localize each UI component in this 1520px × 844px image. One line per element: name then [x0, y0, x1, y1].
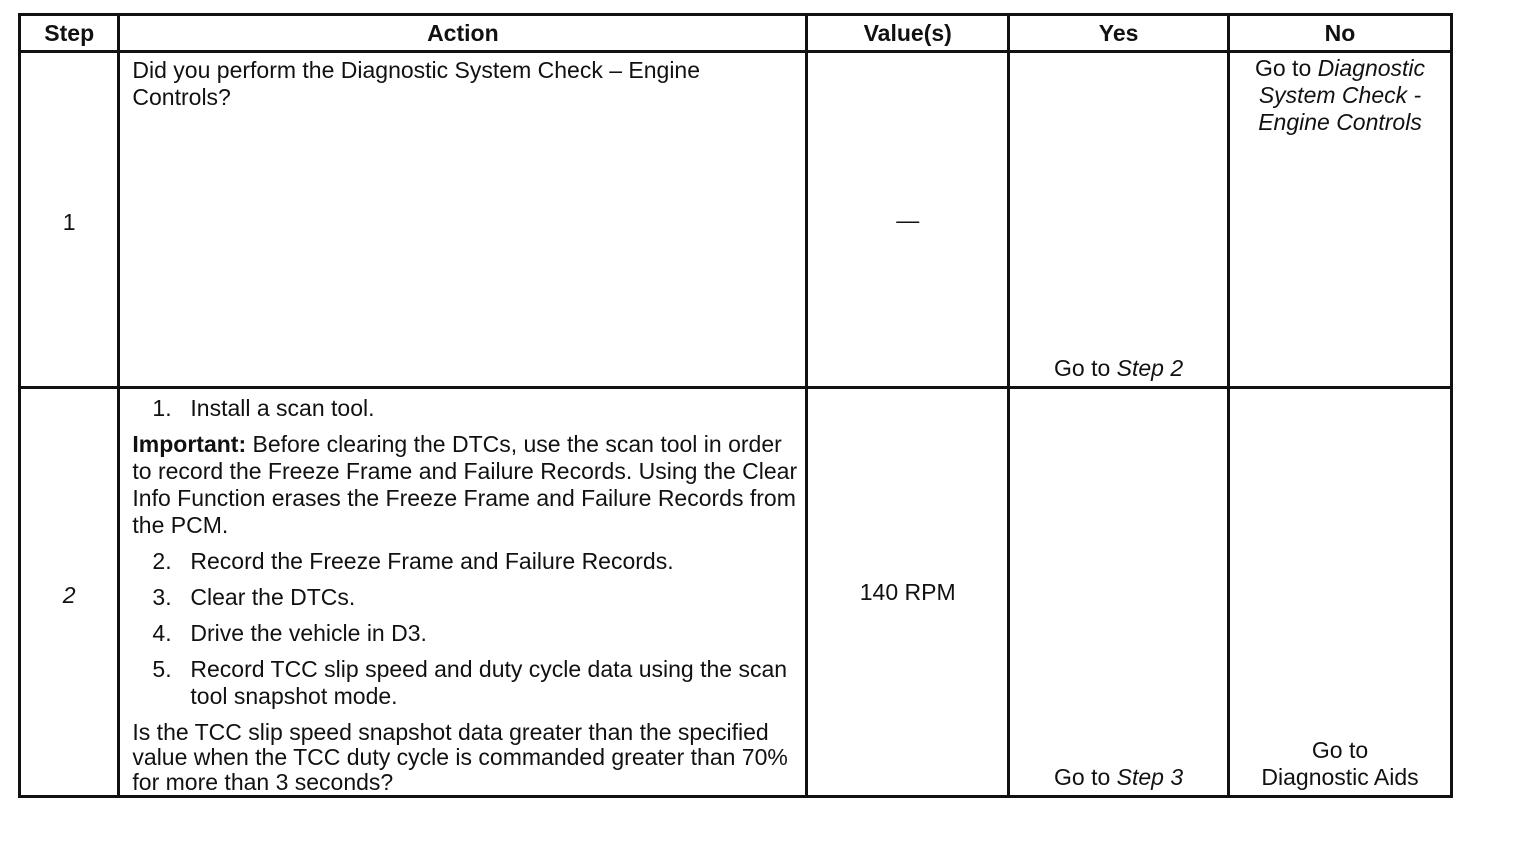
- value-text: —: [896, 207, 920, 233]
- step-number: 1: [62, 209, 76, 235]
- header-action: Action: [119, 15, 807, 52]
- yes-result: Go to Step 3: [1054, 764, 1184, 790]
- action-text: [120, 389, 805, 795]
- list-item: 3. Clear the DTCs.: [152, 584, 356, 610]
- header-no: No: [1229, 15, 1452, 52]
- important-note: Important: Before clearing the DTCs, use the scan tool in order to record the Freeze Frame and Failure Records. Using the Clear Info Function erases the Freeze Frame and Failure Records from the PCM.: [132, 431, 798, 538]
- diagnostic-check-link[interactable]: Diagnostic System Check - Engine Controls: [1258, 55, 1426, 135]
- table-row: [20, 388, 1452, 797]
- yes-result: Go to Step 2: [1054, 355, 1184, 381]
- list-item: 2. Record the Freeze Frame and Failure Records.: [152, 548, 674, 574]
- no-result: Go to Diagnostic Aids: [1230, 737, 1450, 791]
- value-text: 140 RPM: [859, 579, 956, 605]
- no-result: Go to Diagnostic System Check - Engine Controls: [1254, 55, 1426, 135]
- header-yes: Yes: [1009, 15, 1229, 52]
- header-step: Step: [20, 15, 119, 52]
- step-link[interactable]: Step 2: [1116, 355, 1184, 381]
- list-item: 4. Drive the vehicle in D3.: [152, 620, 427, 646]
- diagnostic-aids-link[interactable]: Diagnostic Aids: [1261, 764, 1419, 790]
- table-row: [20, 52, 1452, 388]
- diagnostic-table: [18, 13, 1453, 798]
- header-values: Value(s): [807, 15, 1009, 52]
- step-number: 2: [62, 582, 76, 608]
- question-text: Is the TCC slip speed snapshot data greater than the specified value when the TCC duty cycle is commanded greater than 70% for more than 3 seconds?: [132, 719, 788, 795]
- header-row: [20, 15, 1452, 52]
- step-link[interactable]: Step 3: [1116, 764, 1184, 790]
- list-item: 1. Install a scan tool.: [152, 395, 375, 421]
- list-item: 5. Record TCC slip speed and duty cycle data using the scan tool snapshot mode.: [152, 656, 788, 709]
- action-text: Did you perform the Diagnostic System Check – Engine Controls?: [132, 57, 701, 110]
